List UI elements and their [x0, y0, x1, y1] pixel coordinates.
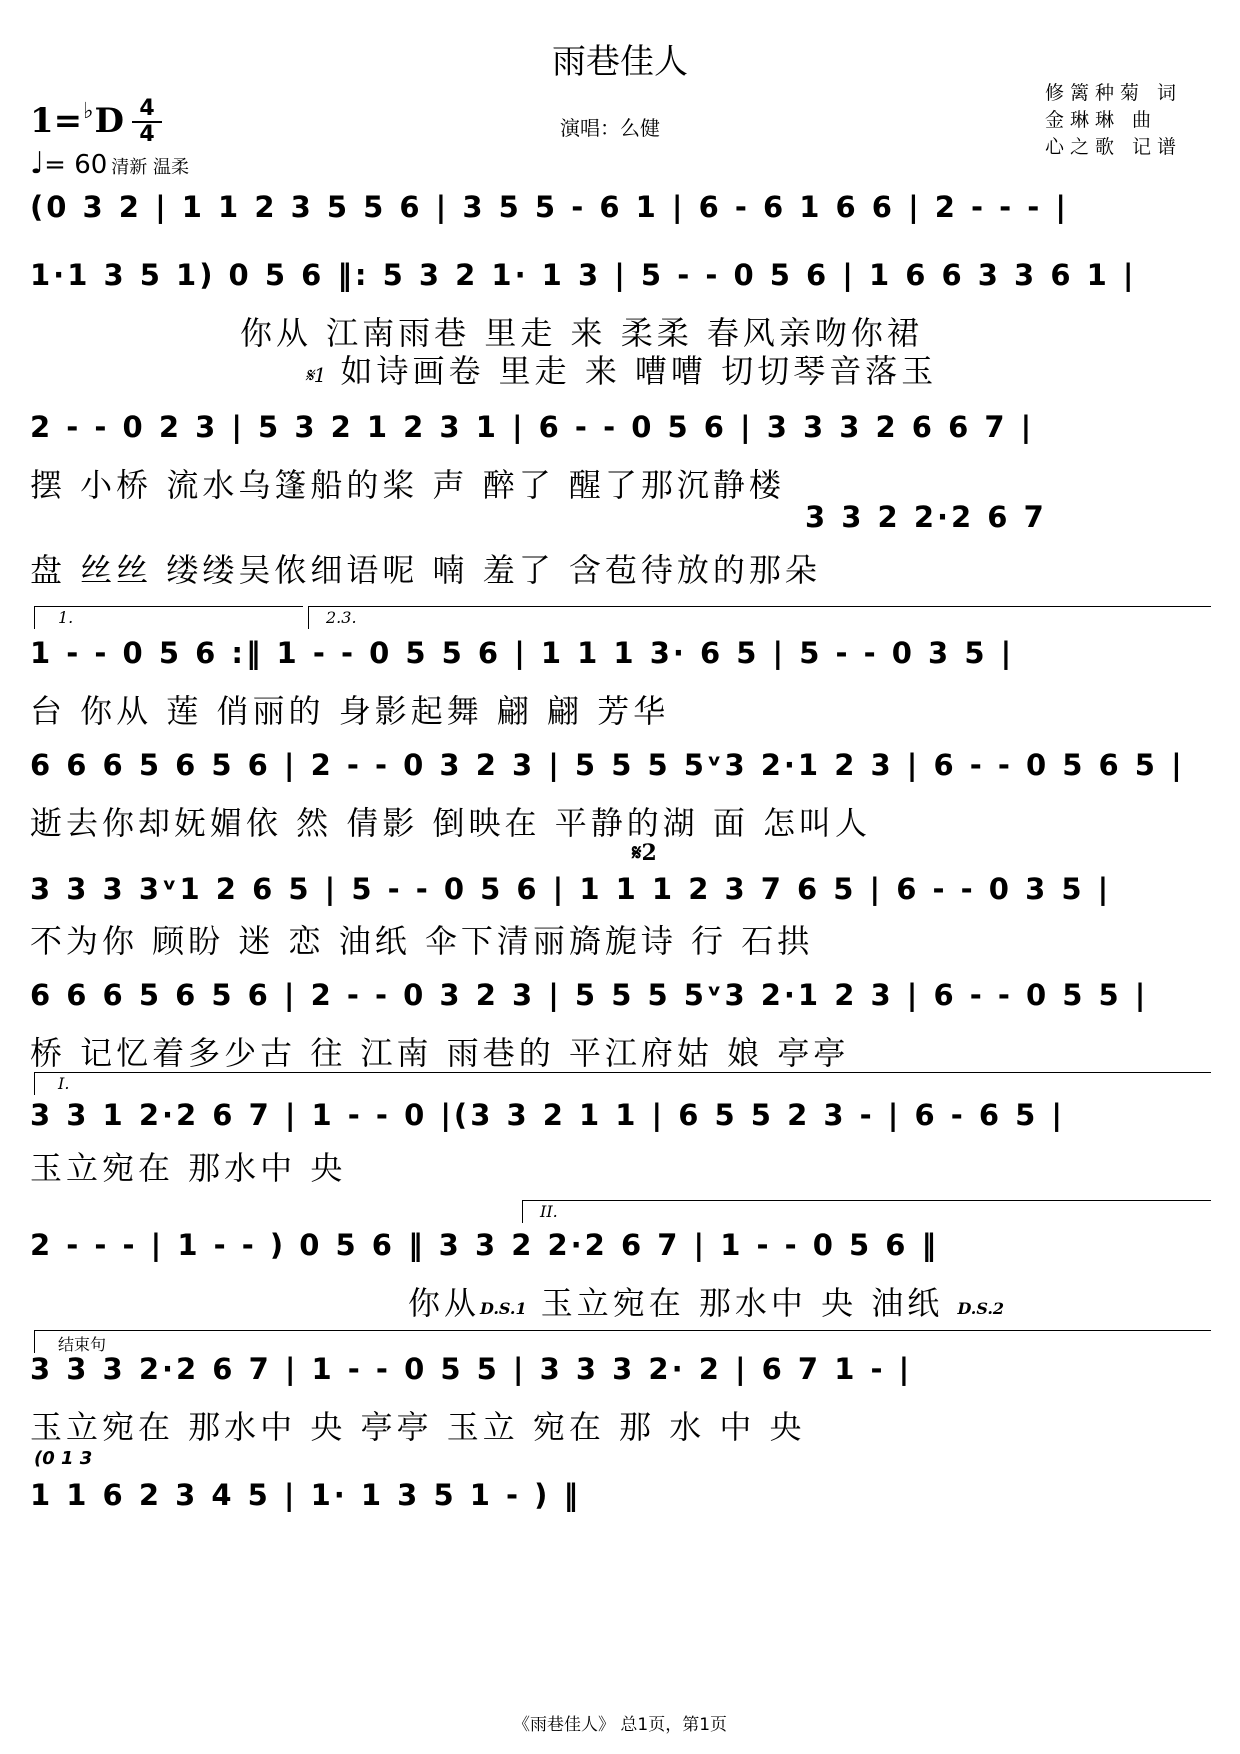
lyric-line-9-b: 玉立宛在 那水中 央 油纸	[540, 1284, 944, 1322]
key-note: D	[94, 101, 125, 141]
notation-line-6: 3 3 3 3ᵛ1 2 6 5 | 5 - - 0 5 6 | 1 1 1 2 3 7 6 5 | 6 - - 0 3 5 |	[30, 872, 1112, 906]
coda-label: 结束句	[58, 1335, 107, 1354]
lyric-line-3a: 摆 小桥 流水乌篷船的桨 声 醉了 醒了那沉静楼	[30, 466, 785, 504]
key-signature	[30, 98, 124, 141]
composer-credit: 金琳琳 曲	[1045, 109, 1158, 131]
coda-bracket	[34, 1330, 1211, 1353]
lyric-line-2b-text: 如诗画卷 里走 来 嘈嘈 切切琴音落玉	[340, 352, 938, 390]
song-title: 雨巷佳人	[552, 42, 688, 82]
lyric-line-6: 不为你 顾盼 迷 恋 油纸 伞下清丽旖旎诗 行 石拱	[30, 922, 814, 960]
volta-label-2: 2.3.	[326, 608, 357, 627]
lyric-line-4: 台 你从 莲 俏丽的 身影起舞 翩 翩 芳华	[30, 692, 670, 730]
lyric-line-5: 逝去你却妩媚依 然 倩影 倒映在 平静的湖 面 怎叫人	[30, 804, 872, 842]
notation-line-8: 3 3 1 2·2 6 7 | 1 - - 0 |(3 3 2 1 1 | 6 5 5 2 3 - | 6 - 6 5 |	[30, 1098, 1065, 1132]
transcriber-credit: 心之歌 记谱	[1045, 136, 1183, 158]
notation-line-2: 1·1 3 5 1) 0 5 6 ‖: 5 3 2 1· 1 3 | 5 - - 0 5 6 | 1 6 6 3 3 6 1 |	[30, 258, 1137, 292]
credits	[1045, 80, 1182, 161]
notation-line-5: 6 6 6 5 6 5 6 | 2 - - 0 3 2 3 | 5 5 5 5ᵛ3 2·1 2 3 | 6 - - 0 5 6 5 |	[30, 748, 1185, 782]
volta-bracket-II	[522, 1200, 1211, 1223]
tempo-value: = 60	[44, 150, 108, 180]
volta-label-II: II.	[540, 1202, 558, 1221]
notation-line-7: 6 6 6 5 6 5 6 | 2 - - 0 3 2 3 | 5 5 5 5ᵛ3 2·1 2 3 | 6 - - 0 5 5 |	[30, 978, 1149, 1012]
volta-bracket-I	[34, 1072, 1211, 1095]
volta-label-I: I.	[58, 1074, 70, 1093]
key-prefix: 1=	[30, 101, 83, 141]
segno-mark-1: 𝄋1	[305, 363, 327, 387]
page-footer: 《雨巷佳人》 总1页，第1页	[512, 1715, 728, 1735]
volta-label-1: 1.	[58, 608, 74, 627]
ds2-mark: D.S.2	[957, 1299, 1005, 1318]
lyric-line-7: 桥 记忆着多少古 往 江南 雨巷的 平江府姑 娘 亭亭	[30, 1034, 850, 1072]
lyric-line-2a: 你从 江南雨巷 里走 来 柔柔 春风亲吻你裙	[240, 314, 923, 352]
quarter-note-icon: ♩	[30, 146, 45, 181]
singer-credit: 演唱：么健	[560, 116, 660, 140]
tempo-marking	[30, 146, 189, 181]
volta-bracket-2	[308, 606, 1211, 629]
ds1-mark: D.S.1	[480, 1299, 527, 1318]
notation-line-4: 1 - - 0 5 6 :‖ 1 - - 0 5 5 6 | 1 1 1 3· 6 5 | 5 - - 0 3 5 |	[30, 636, 1015, 670]
notation-line-11: 1 1 6 2 3 4 5 | 1· 1 3 5 1 - ) ‖	[30, 1478, 581, 1512]
grace-notes: (0 1 3	[34, 1448, 93, 1469]
lyric-line-9	[30, 1278, 1240, 1324]
style-text: 清新 温柔	[111, 157, 190, 178]
lyric-line-8: 玉立宛在 那水中 央	[30, 1149, 347, 1187]
lyricist-credit: 修篱种菊 词	[1045, 82, 1183, 104]
time-top: 4	[139, 96, 155, 121]
notation-line-9: 2 - - - | 1 - - ) 0 5 6 ‖ 3 3 2 2·2 6 7 | 1 - - 0 5 6 ‖	[30, 1228, 940, 1262]
lyric-line-3b: 盘 丝丝 缕缕吴侬细语呢 喃 羞了 含苞待放的那朵	[30, 551, 821, 589]
time-bottom: 4	[139, 122, 155, 147]
time-signature	[132, 98, 162, 146]
segno-mark-2: 𝄋2	[632, 840, 657, 866]
notation-line-3: 2 - - 0 2 3 | 5 3 2 1 2 3 1 | 6 - - 0 5 6 | 3 3 3 2 6 6 7 |	[30, 410, 1035, 444]
notation-line-10: 3 3 3 2·2 6 7 | 1 - - 0 5 5 | 3 3 3 2· 2 | 6 7 1 - |	[30, 1352, 913, 1386]
notation-line-1: (0 3 2 | 1 1 2 3 5 5 6 | 3 5 5 - 6 1 | 6 - 6 1 6 6 | 2 - - - |	[30, 190, 1070, 224]
lyric-line-9-a: 你从	[408, 1284, 481, 1322]
alt-notation-line-3: 3 3 2 2·2 6 7	[805, 500, 1047, 534]
lyric-line-2b	[30, 346, 1240, 392]
flat-sign: ♭	[83, 98, 94, 124]
lyric-line-10: 玉立宛在 那水中 央 亭亭 玉立 宛在 那 水 中 央	[30, 1408, 806, 1446]
volta-bracket-1	[34, 606, 303, 629]
